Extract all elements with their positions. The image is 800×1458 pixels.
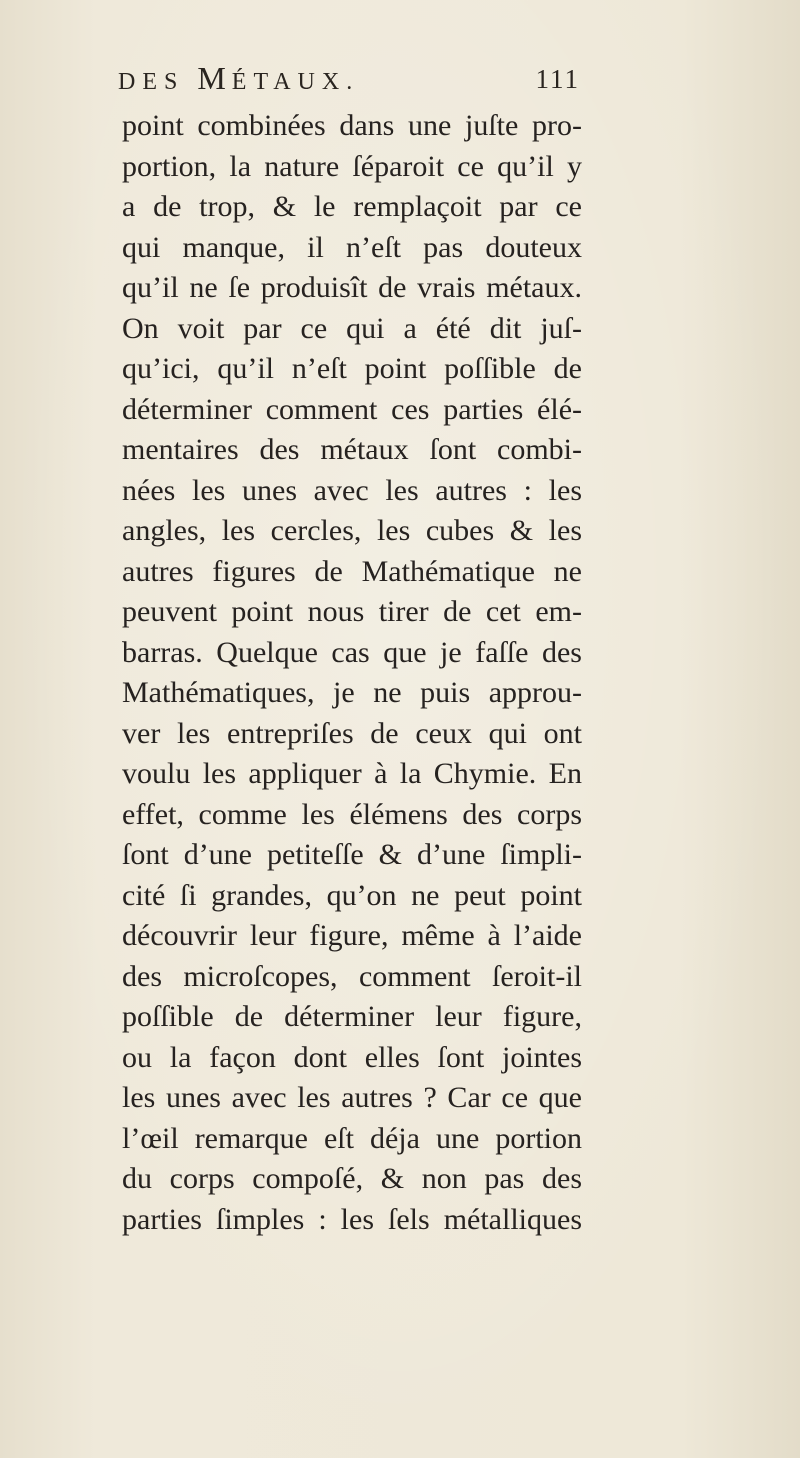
text-line: des microſcopes, comment ſeroit-il xyxy=(122,959,582,993)
running-head xyxy=(118,60,580,100)
text-line: point combinées dans une juſte pro- xyxy=(122,109,582,142)
text-line: a de trop, & le remplaçoit par ce xyxy=(122,190,582,223)
text-line: ver les entrepriſes de ceux qui ont xyxy=(122,716,582,750)
running-title xyxy=(118,60,359,97)
running-title-rest: ÉTAUX. xyxy=(231,69,360,95)
text-line: qu’ici, qu’il n’eſt point poſſible de xyxy=(122,352,582,385)
text-line: qui manque, il n’eſt pas douteux xyxy=(122,230,582,264)
text-line: qu’il ne ſe produisît de vrais métaux. xyxy=(122,271,582,304)
text-line: portion, la nature ſéparoit ce qu’il y xyxy=(122,149,582,183)
text-line: peuvent point nous tirer de cet em- xyxy=(122,595,582,628)
text-line: voulu les appliquer à la Chymie. En xyxy=(122,757,582,790)
text-line: barras. Quelque cas que je faſſe des xyxy=(122,635,582,669)
running-title-cap: M xyxy=(197,60,232,96)
text-line: effet, comme les élémens des corps xyxy=(122,797,582,831)
page-number: 111 xyxy=(535,64,580,94)
text-line: ou la façon dont elles ſont jointes xyxy=(122,1040,582,1074)
text-line: déterminer comment ces parties élé- xyxy=(122,392,582,426)
text-line: du corps compoſé, & non pas des xyxy=(122,1162,582,1195)
text-line: découvrir leur figure, même à l’aide xyxy=(122,919,582,952)
text-line: parties ſimples : les ſels métalliques xyxy=(122,1202,582,1236)
text-line: Mathématiques, je ne puis approu- xyxy=(122,676,582,709)
text-line: On voit par ce qui a été dit juſ- xyxy=(122,311,582,345)
text-line: les unes avec les autres ? Car ce que xyxy=(122,1081,582,1114)
body-text xyxy=(122,106,582,1240)
text-line: mentaires des métaux ſont combi- xyxy=(122,433,582,466)
text-line: angles, les cercles, les cubes & les xyxy=(122,514,582,547)
text-line: poſſible de déterminer leur figure, xyxy=(122,1000,582,1033)
text-line: cité ſi grandes, qu’on ne peut point xyxy=(122,878,582,912)
running-title-small: DES xyxy=(118,69,198,95)
text-line: nées les unes avec les autres : les xyxy=(122,473,582,507)
text-line: ſont d’une petiteſſe & d’une ſimpli- xyxy=(122,838,582,871)
text-line: l’œil remarque eſt déja une portion xyxy=(122,1121,582,1155)
text-line: autres figures de Mathématique ne xyxy=(122,554,582,588)
